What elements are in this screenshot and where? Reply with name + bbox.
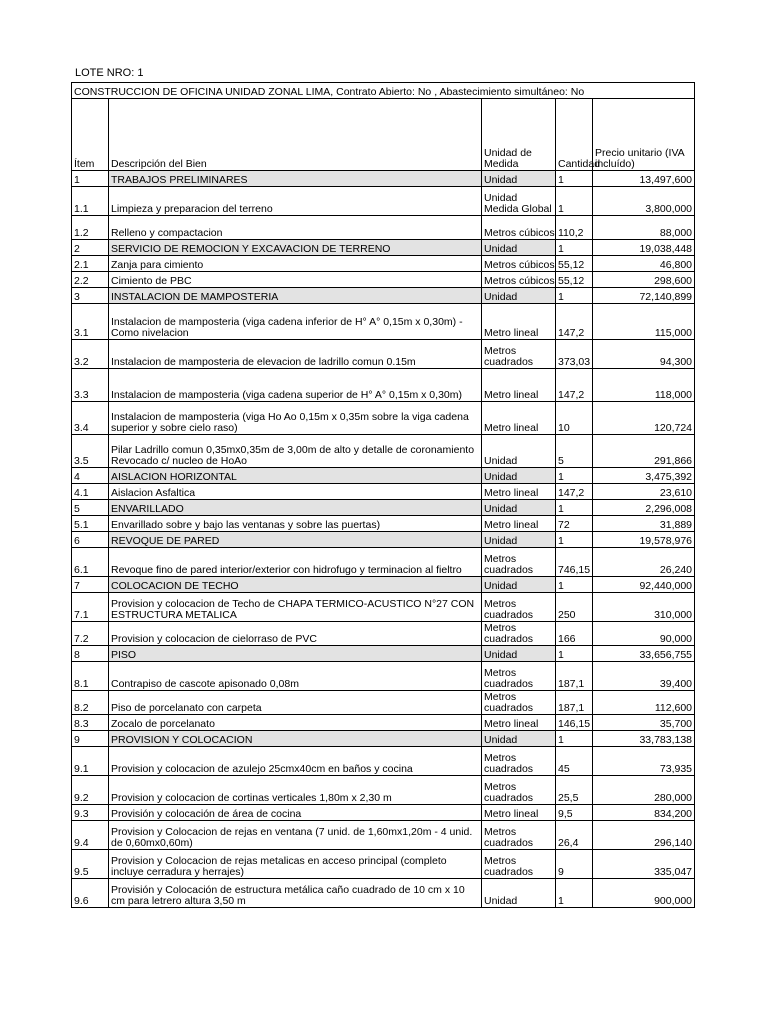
quantity-cell: 1	[556, 577, 593, 593]
table-row	[72, 288, 695, 304]
table-row	[72, 256, 695, 272]
table-row	[72, 369, 695, 402]
unit-cell: Unidad	[482, 879, 556, 908]
unit-cell: Unidad	[482, 288, 556, 304]
unit-price-cell: 900,000	[593, 879, 695, 908]
table-row	[72, 468, 695, 484]
description-cell: Pilar Ladrillo comun 0,35mx0,35m de 3,00m de alto y detalle de coronamiento Revocado c/ nucleo de HoAo	[109, 435, 482, 468]
unit-cell: Metros cúbicos	[482, 256, 556, 272]
description-cell: Instalacion de mamposteria (viga cadena inferior de H° A° 0,15m x 0,30m) - Como nivelacion	[109, 304, 482, 340]
table-row	[72, 731, 695, 747]
unit-cell: Metros cuadrados	[482, 548, 556, 577]
quantity-cell: 147,2	[556, 484, 593, 500]
unit-price-cell: 296,140	[593, 821, 695, 850]
quantity-cell: 1	[556, 879, 593, 908]
description-cell: Limpieza y preparacion del terreno	[109, 187, 482, 216]
unit-cell: Metros cúbicos	[482, 216, 556, 240]
quantity-cell: 373,03	[556, 340, 593, 369]
table-row	[72, 187, 695, 216]
description-cell: PROVISION Y COLOCACION	[109, 731, 482, 747]
header-quantity: Cantidad	[556, 99, 593, 171]
item-cell: 8.2	[72, 691, 109, 715]
unit-price-cell: 2,296,008	[593, 500, 695, 516]
description-cell: Instalacion de mamposteria (viga Ho Ao 0,15m x 0,35m sobre la viga cadena superior y sobre cielo raso)	[109, 402, 482, 435]
table-row	[72, 484, 695, 500]
table-row	[72, 532, 695, 548]
item-cell: 3.1	[72, 304, 109, 340]
quantity-cell: 187,1	[556, 662, 593, 691]
unit-price-cell: 92,440,000	[593, 577, 695, 593]
table-row	[72, 747, 695, 776]
description-cell: Revoque fino de pared interior/exterior con hidrofugo y terminacion al fieltro	[109, 548, 482, 577]
description-cell: Provision y colocacion de azulejo 25cmx40cm en baños y cocina	[109, 747, 482, 776]
unit-price-cell: 31,889	[593, 516, 695, 532]
header-item: Ítem	[72, 99, 109, 171]
quantity-cell: 1	[556, 731, 593, 747]
item-cell: 1.2	[72, 216, 109, 240]
unit-price-cell: 3,800,000	[593, 187, 695, 216]
unit-cell: Metros cuadrados	[482, 622, 556, 646]
quantity-cell: 746,15	[556, 548, 593, 577]
unit-cell: Unidad	[482, 435, 556, 468]
table-row	[72, 304, 695, 340]
description-cell: Contrapiso de cascote apisonado 0,08m	[109, 662, 482, 691]
quantity-cell: 147,2	[556, 369, 593, 402]
unit-price-cell: 23,610	[593, 484, 695, 500]
quantity-cell: 10	[556, 402, 593, 435]
unit-cell: Unidad	[482, 171, 556, 187]
quantity-cell: 1	[556, 187, 593, 216]
quantity-cell: 26,4	[556, 821, 593, 850]
table-row	[72, 577, 695, 593]
description-cell: Relleno y compactacion	[109, 216, 482, 240]
description-cell: Aislacion Asfaltica	[109, 484, 482, 500]
unit-cell: Unidad	[482, 240, 556, 256]
unit-price-cell: 90,000	[593, 622, 695, 646]
item-cell: 9.6	[72, 879, 109, 908]
unit-cell: Metros cuadrados	[482, 821, 556, 850]
contract-title: CONSTRUCCION DE OFICINA UNIDAD ZONAL LIMA, Contrato Abierto: No , Abastecimiento simultáneo: No	[72, 83, 695, 99]
unit-cell: Metros cuadrados	[482, 747, 556, 776]
unit-price-cell: 291,866	[593, 435, 695, 468]
table-row	[72, 240, 695, 256]
table-row	[72, 216, 695, 240]
table-row	[72, 548, 695, 577]
item-cell: 8.3	[72, 715, 109, 731]
unit-cell: Unidad	[482, 577, 556, 593]
unit-cell: Unidad	[482, 468, 556, 484]
description-cell: Provision y colocacion de cielorraso de PVC	[109, 622, 482, 646]
table-row	[72, 662, 695, 691]
item-cell: 6.1	[72, 548, 109, 577]
quantity-cell: 1	[556, 468, 593, 484]
description-cell: COLOCACION DE TECHO	[109, 577, 482, 593]
quantity-cell: 9,5	[556, 805, 593, 821]
unit-cell: Unidad	[482, 731, 556, 747]
unit-price-cell: 13,497,600	[593, 171, 695, 187]
table-row	[72, 402, 695, 435]
unit-price-cell: 26,240	[593, 548, 695, 577]
unit-price-cell: 33,783,138	[593, 731, 695, 747]
item-cell: 8	[72, 646, 109, 662]
description-cell: Provision y colocacion de Techo de CHAPA TERMICO-ACUSTICO N°27 CON ESTRUCTURA METALICA	[109, 593, 482, 622]
description-cell: Cimiento de PBC	[109, 272, 482, 288]
unit-price-cell: 120,724	[593, 402, 695, 435]
unit-cell: Unidad Medida Global	[482, 187, 556, 216]
item-cell: 9.1	[72, 747, 109, 776]
item-cell: 9.4	[72, 821, 109, 850]
quantity-cell: 1	[556, 646, 593, 662]
unit-cell: Metros cúbicos	[482, 272, 556, 288]
item-cell: 9.3	[72, 805, 109, 821]
unit-cell: Metros cuadrados	[482, 776, 556, 805]
unit-cell: Metros cuadrados	[482, 593, 556, 622]
table-row	[72, 593, 695, 622]
quantity-cell: 1	[556, 171, 593, 187]
description-cell: Provision y colocacion de cortinas verticales 1,80m x 2,30 m	[109, 776, 482, 805]
quantity-cell: 1	[556, 288, 593, 304]
item-cell: 7	[72, 577, 109, 593]
unit-price-cell: 88,000	[593, 216, 695, 240]
unit-cell: Metro lineal	[482, 516, 556, 532]
unit-price-cell: 39,400	[593, 662, 695, 691]
unit-cell: Metro lineal	[482, 715, 556, 731]
item-cell: 9	[72, 731, 109, 747]
table-row	[72, 516, 695, 532]
quantity-cell: 146,15	[556, 715, 593, 731]
description-cell: Provisión y Colocación de estructura metálica caño cuadrado de 10 cm x 10 cm para letrero altura 3,50 m	[109, 879, 482, 908]
item-cell: 3	[72, 288, 109, 304]
description-cell: AISLACION HORIZONTAL	[109, 468, 482, 484]
table-row	[72, 272, 695, 288]
table-row	[72, 500, 695, 516]
table-row	[72, 171, 695, 187]
unit-cell: Metro lineal	[482, 805, 556, 821]
item-cell: 6	[72, 532, 109, 548]
unit-cell: Metro lineal	[482, 304, 556, 340]
table-row	[72, 821, 695, 850]
description-cell: Provision y Colocacion de rejas metalicas en acceso principal (completo incluye cerradura y herrajes)	[109, 850, 482, 879]
title-row	[72, 83, 695, 99]
unit-price-cell: 35,700	[593, 715, 695, 731]
quantity-cell: 1	[556, 240, 593, 256]
item-cell: 3.3	[72, 369, 109, 402]
unit-cell: Unidad	[482, 500, 556, 516]
item-cell: 1.1	[72, 187, 109, 216]
quantity-cell: 45	[556, 747, 593, 776]
table-row	[72, 879, 695, 908]
unit-price-cell: 280,000	[593, 776, 695, 805]
description-cell: Provisión y colocación de área de cocina	[109, 805, 482, 821]
unit-price-cell: 335,047	[593, 850, 695, 879]
item-cell: 9.5	[72, 850, 109, 879]
unit-cell: Metro lineal	[482, 484, 556, 500]
description-cell: REVOQUE DE PARED	[109, 532, 482, 548]
bid-items-table	[71, 82, 695, 908]
unit-cell: Metros cuadrados	[482, 850, 556, 879]
unit-cell: Metro lineal	[482, 402, 556, 435]
quantity-cell: 147,2	[556, 304, 593, 340]
quantity-cell: 9	[556, 850, 593, 879]
item-cell: 7.1	[72, 593, 109, 622]
item-cell: 2.2	[72, 272, 109, 288]
unit-price-cell: 3,475,392	[593, 468, 695, 484]
header-row	[72, 99, 695, 171]
lote-number: LOTE NRO: 1	[75, 67, 144, 79]
item-cell: 7.2	[72, 622, 109, 646]
quantity-cell: 55,12	[556, 272, 593, 288]
header-unit-price: Precio unitario (IVA incluído)	[593, 99, 695, 171]
description-cell: Envarillado sobre y bajo las ventanas y sobre las puertas)	[109, 516, 482, 532]
table-row	[72, 340, 695, 369]
unit-price-cell: 94,300	[593, 340, 695, 369]
description-cell: Piso de porcelanato con carpeta	[109, 691, 482, 715]
item-cell: 3.2	[72, 340, 109, 369]
description-cell: Provision y Colocacion de rejas en ventana (7 unid. de 1,60mx1,20m - 4 unid. de 0,60mx0,60m)	[109, 821, 482, 850]
quantity-cell: 110,2	[556, 216, 593, 240]
description-cell: Instalacion de mamposteria de elevacion de ladrillo comun 0.15m	[109, 340, 482, 369]
description-cell: PISO	[109, 646, 482, 662]
quantity-cell: 5	[556, 435, 593, 468]
table-row	[72, 435, 695, 468]
unit-price-cell: 310,000	[593, 593, 695, 622]
item-cell: 5	[72, 500, 109, 516]
item-cell: 4	[72, 468, 109, 484]
quantity-cell: 1	[556, 500, 593, 516]
header-description: Descripción del Bien	[109, 99, 482, 171]
item-cell: 5.1	[72, 516, 109, 532]
unit-price-cell: 298,600	[593, 272, 695, 288]
table-row	[72, 622, 695, 646]
item-cell: 2.1	[72, 256, 109, 272]
item-cell: 2	[72, 240, 109, 256]
description-cell: SERVICIO DE REMOCION Y EXCAVACION DE TERRENO	[109, 240, 482, 256]
table-row	[72, 776, 695, 805]
item-cell: 3.4	[72, 402, 109, 435]
header-unit: Unidad de Medida	[482, 99, 556, 171]
table-row	[72, 646, 695, 662]
unit-cell: Metros cuadrados	[482, 340, 556, 369]
description-cell: Zanja para cimiento	[109, 256, 482, 272]
unit-price-cell: 33,656,755	[593, 646, 695, 662]
quantity-cell: 250	[556, 593, 593, 622]
unit-price-cell: 73,935	[593, 747, 695, 776]
unit-cell: Metro lineal	[482, 369, 556, 402]
quantity-cell: 25,5	[556, 776, 593, 805]
description-cell: ENVARILLADO	[109, 500, 482, 516]
unit-cell: Metros cuadrados	[482, 662, 556, 691]
quantity-cell: 187,1	[556, 691, 593, 715]
unit-price-cell: 19,578,976	[593, 532, 695, 548]
unit-cell: Unidad	[482, 532, 556, 548]
quantity-cell: 72	[556, 516, 593, 532]
unit-price-cell: 118,000	[593, 369, 695, 402]
unit-price-cell: 19,038,448	[593, 240, 695, 256]
item-cell: 8.1	[72, 662, 109, 691]
unit-price-cell: 46,800	[593, 256, 695, 272]
table-row	[72, 691, 695, 715]
description-cell: Zocalo de porcelanato	[109, 715, 482, 731]
table-row	[72, 715, 695, 731]
unit-cell: Metros cuadrados	[482, 691, 556, 715]
item-cell: 3.5	[72, 435, 109, 468]
item-cell: 9.2	[72, 776, 109, 805]
item-cell: 4.1	[72, 484, 109, 500]
unit-cell: Unidad	[482, 646, 556, 662]
unit-price-cell: 834,200	[593, 805, 695, 821]
unit-price-cell: 112,600	[593, 691, 695, 715]
quantity-cell: 166	[556, 622, 593, 646]
description-cell: TRABAJOS PRELIMINARES	[109, 171, 482, 187]
table-row	[72, 850, 695, 879]
item-cell: 1	[72, 171, 109, 187]
unit-price-cell: 72,140,899	[593, 288, 695, 304]
description-cell: INSTALACION DE MAMPOSTERIA	[109, 288, 482, 304]
table-row	[72, 805, 695, 821]
unit-price-cell: 115,000	[593, 304, 695, 340]
quantity-cell: 55,12	[556, 256, 593, 272]
description-cell: Instalacion de mamposteria (viga cadena superior de H° A° 0,15m x 0,30m)	[109, 369, 482, 402]
quantity-cell: 1	[556, 532, 593, 548]
